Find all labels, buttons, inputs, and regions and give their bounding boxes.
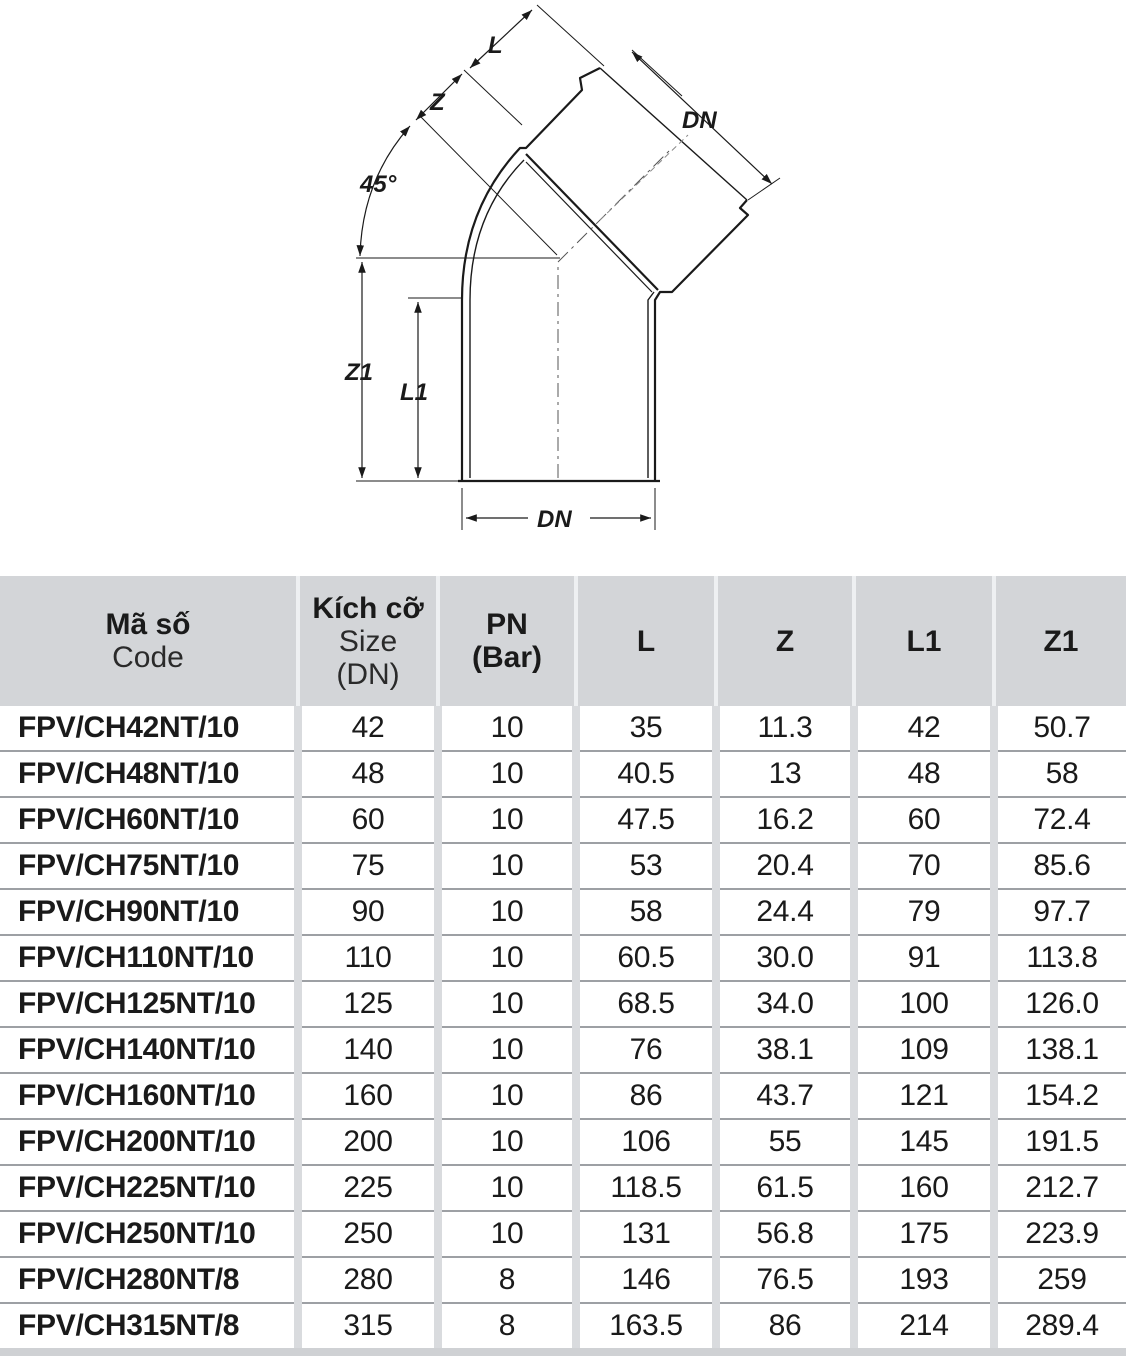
header-code-en: Code xyxy=(112,641,184,674)
cell-L1: 42 xyxy=(854,706,994,751)
dim-label-angle: 45° xyxy=(360,171,397,198)
cell-code: FPV/CH90NT/10 xyxy=(0,889,298,935)
cell-size: 315 xyxy=(298,1303,438,1352)
cell-size: 225 xyxy=(298,1165,438,1211)
cell-Z1: 126.0 xyxy=(994,981,1126,1027)
header-pn-label: PN xyxy=(486,608,528,641)
cell-size: 125 xyxy=(298,981,438,1027)
header-Z xyxy=(716,576,854,706)
cell-Z1: 259 xyxy=(994,1257,1126,1303)
cell-L: 53 xyxy=(576,843,716,889)
cell-code: FPV/CH60NT/10 xyxy=(0,797,298,843)
cell-code: FPV/CH160NT/10 xyxy=(0,1073,298,1119)
cell-pn: 10 xyxy=(438,751,576,797)
cell-Z: 55 xyxy=(716,1119,854,1165)
dim-label-DN-bottom: DN xyxy=(537,506,572,533)
cell-code: FPV/CH42NT/10 xyxy=(0,706,298,751)
cell-L: 146 xyxy=(576,1257,716,1303)
cell-L1: 79 xyxy=(854,889,994,935)
hidden-lines xyxy=(600,135,688,220)
header-size-vi: Kích cỡ xyxy=(312,591,424,625)
cell-Z: 30.0 xyxy=(716,935,854,981)
cell-L: 106 xyxy=(576,1119,716,1165)
cell-pn: 10 xyxy=(438,706,576,751)
table-row xyxy=(0,1211,1126,1257)
header-size-en: Size xyxy=(338,624,398,658)
header-pn-unit: (Bar) xyxy=(471,641,542,674)
cell-Z: 56.8 xyxy=(716,1211,854,1257)
cell-L: 60.5 xyxy=(576,935,716,981)
dim-label-L1: L1 xyxy=(400,379,429,406)
cell-pn: 10 xyxy=(438,1027,576,1073)
cell-L1: 145 xyxy=(854,1119,994,1165)
cell-L1: 214 xyxy=(854,1303,994,1352)
cell-code: FPV/CH200NT/10 xyxy=(0,1119,298,1165)
cell-Z1: 191.5 xyxy=(994,1119,1126,1165)
cell-L1: 91 xyxy=(854,935,994,981)
cell-Z1: 289.4 xyxy=(994,1303,1126,1352)
cell-pn: 8 xyxy=(438,1303,576,1352)
cell-code: FPV/CH48NT/10 xyxy=(0,751,298,797)
cell-L1: 121 xyxy=(854,1073,994,1119)
cell-L1: 100 xyxy=(854,981,994,1027)
cell-L: 118.5 xyxy=(576,1165,716,1211)
table-row xyxy=(0,1165,1126,1211)
header-pn xyxy=(438,576,576,706)
cell-pn: 10 xyxy=(438,1211,576,1257)
table-row xyxy=(0,1119,1126,1165)
cell-pn: 10 xyxy=(438,935,576,981)
table-row xyxy=(0,1303,1126,1352)
cell-Z1: 212.7 xyxy=(994,1165,1126,1211)
cell-L1: 175 xyxy=(854,1211,994,1257)
cell-L: 163.5 xyxy=(576,1303,716,1352)
cell-code: FPV/CH315NT/8 xyxy=(0,1303,298,1352)
cell-Z: 24.4 xyxy=(716,889,854,935)
dimension-table xyxy=(0,576,1126,1356)
cell-Z1: 58 xyxy=(994,751,1126,797)
header-L xyxy=(576,576,716,706)
cell-Z: 86 xyxy=(716,1303,854,1352)
header-L1-label: L1 xyxy=(906,624,942,658)
cell-Z: 16.2 xyxy=(716,797,854,843)
cell-L1: 60 xyxy=(854,797,994,843)
header-L-label: L xyxy=(636,624,656,658)
table-header-row xyxy=(0,576,1126,706)
table-row xyxy=(0,843,1126,889)
header-Z1 xyxy=(994,576,1126,706)
header-size-unit: (DN) xyxy=(336,657,400,691)
cell-size: 90 xyxy=(298,889,438,935)
cell-size: 280 xyxy=(298,1257,438,1303)
table-row xyxy=(0,981,1126,1027)
cell-code: FPV/CH75NT/10 xyxy=(0,843,298,889)
cell-Z: 43.7 xyxy=(716,1073,854,1119)
cell-pn: 10 xyxy=(438,1165,576,1211)
cell-size: 250 xyxy=(298,1211,438,1257)
cell-L1: 70 xyxy=(854,843,994,889)
cell-size: 110 xyxy=(298,935,438,981)
cell-L1: 193 xyxy=(854,1257,994,1303)
cell-size: 75 xyxy=(298,843,438,889)
table-row xyxy=(0,1257,1126,1303)
cell-pn: 8 xyxy=(438,1257,576,1303)
cell-Z1: 113.8 xyxy=(994,935,1126,981)
cell-Z1: 97.7 xyxy=(994,889,1126,935)
cell-Z1: 85.6 xyxy=(994,843,1126,889)
cell-pn: 10 xyxy=(438,1119,576,1165)
cell-size: 140 xyxy=(298,1027,438,1073)
cell-pn: 10 xyxy=(438,981,576,1027)
cell-Z1: 223.9 xyxy=(994,1211,1126,1257)
cell-Z: 13 xyxy=(716,751,854,797)
cell-pn: 10 xyxy=(438,843,576,889)
cell-code: FPV/CH140NT/10 xyxy=(0,1027,298,1073)
extension-lines xyxy=(356,5,780,530)
cell-pn: 10 xyxy=(438,797,576,843)
elbow-45-drawing xyxy=(0,0,1126,570)
cell-code: FPV/CH125NT/10 xyxy=(0,981,298,1027)
cell-Z: 20.4 xyxy=(716,843,854,889)
cell-L1: 48 xyxy=(854,751,994,797)
cell-code: FPV/CH280NT/8 xyxy=(0,1257,298,1303)
cell-Z1: 154.2 xyxy=(994,1073,1126,1119)
cell-size: 160 xyxy=(298,1073,438,1119)
cell-L1: 109 xyxy=(854,1027,994,1073)
cell-Z: 61.5 xyxy=(716,1165,854,1211)
header-Z1-label: Z1 xyxy=(1043,624,1079,658)
dimension-lines xyxy=(360,10,772,518)
cell-Z1: 50.7 xyxy=(994,706,1126,751)
cell-Z1: 72.4 xyxy=(994,797,1126,843)
cell-pn: 10 xyxy=(438,889,576,935)
table-row xyxy=(0,1027,1126,1073)
header-code-vi: Mã số xyxy=(105,608,191,641)
table-row xyxy=(0,889,1126,935)
cell-L: 68.5 xyxy=(576,981,716,1027)
cell-Z: 11.3 xyxy=(716,706,854,751)
dim-label-Z: Z xyxy=(430,89,445,116)
cell-code: FPV/CH110NT/10 xyxy=(0,935,298,981)
cell-L: 86 xyxy=(576,1073,716,1119)
cell-L: 58 xyxy=(576,889,716,935)
cell-Z1: 138.1 xyxy=(994,1027,1126,1073)
table-row xyxy=(0,935,1126,981)
cell-L: 76 xyxy=(576,1027,716,1073)
cell-size: 60 xyxy=(298,797,438,843)
cell-Z: 38.1 xyxy=(716,1027,854,1073)
header-size xyxy=(298,576,438,706)
cell-Z: 34.0 xyxy=(716,981,854,1027)
table-row xyxy=(0,751,1126,797)
cell-size: 200 xyxy=(298,1119,438,1165)
header-L1 xyxy=(854,576,994,706)
dim-label-DN-socket: DN xyxy=(682,107,717,134)
dim-label-Z1: Z1 xyxy=(345,359,374,386)
table-row xyxy=(0,1073,1126,1119)
cell-pn: 10 xyxy=(438,1073,576,1119)
cell-code: FPV/CH250NT/10 xyxy=(0,1211,298,1257)
dim-label-L: L xyxy=(488,32,503,59)
table-body xyxy=(0,706,1126,1352)
cell-L: 40.5 xyxy=(576,751,716,797)
cell-L1: 160 xyxy=(854,1165,994,1211)
cell-size: 42 xyxy=(298,706,438,751)
cell-L: 35 xyxy=(576,706,716,751)
cell-Z: 76.5 xyxy=(716,1257,854,1303)
cell-size: 48 xyxy=(298,751,438,797)
cell-L: 47.5 xyxy=(576,797,716,843)
table-row xyxy=(0,797,1126,843)
header-code xyxy=(0,576,298,706)
cell-code: FPV/CH225NT/10 xyxy=(0,1165,298,1211)
header-Z-label: Z xyxy=(775,624,795,658)
table-row xyxy=(0,706,1126,751)
cell-L: 131 xyxy=(576,1211,716,1257)
